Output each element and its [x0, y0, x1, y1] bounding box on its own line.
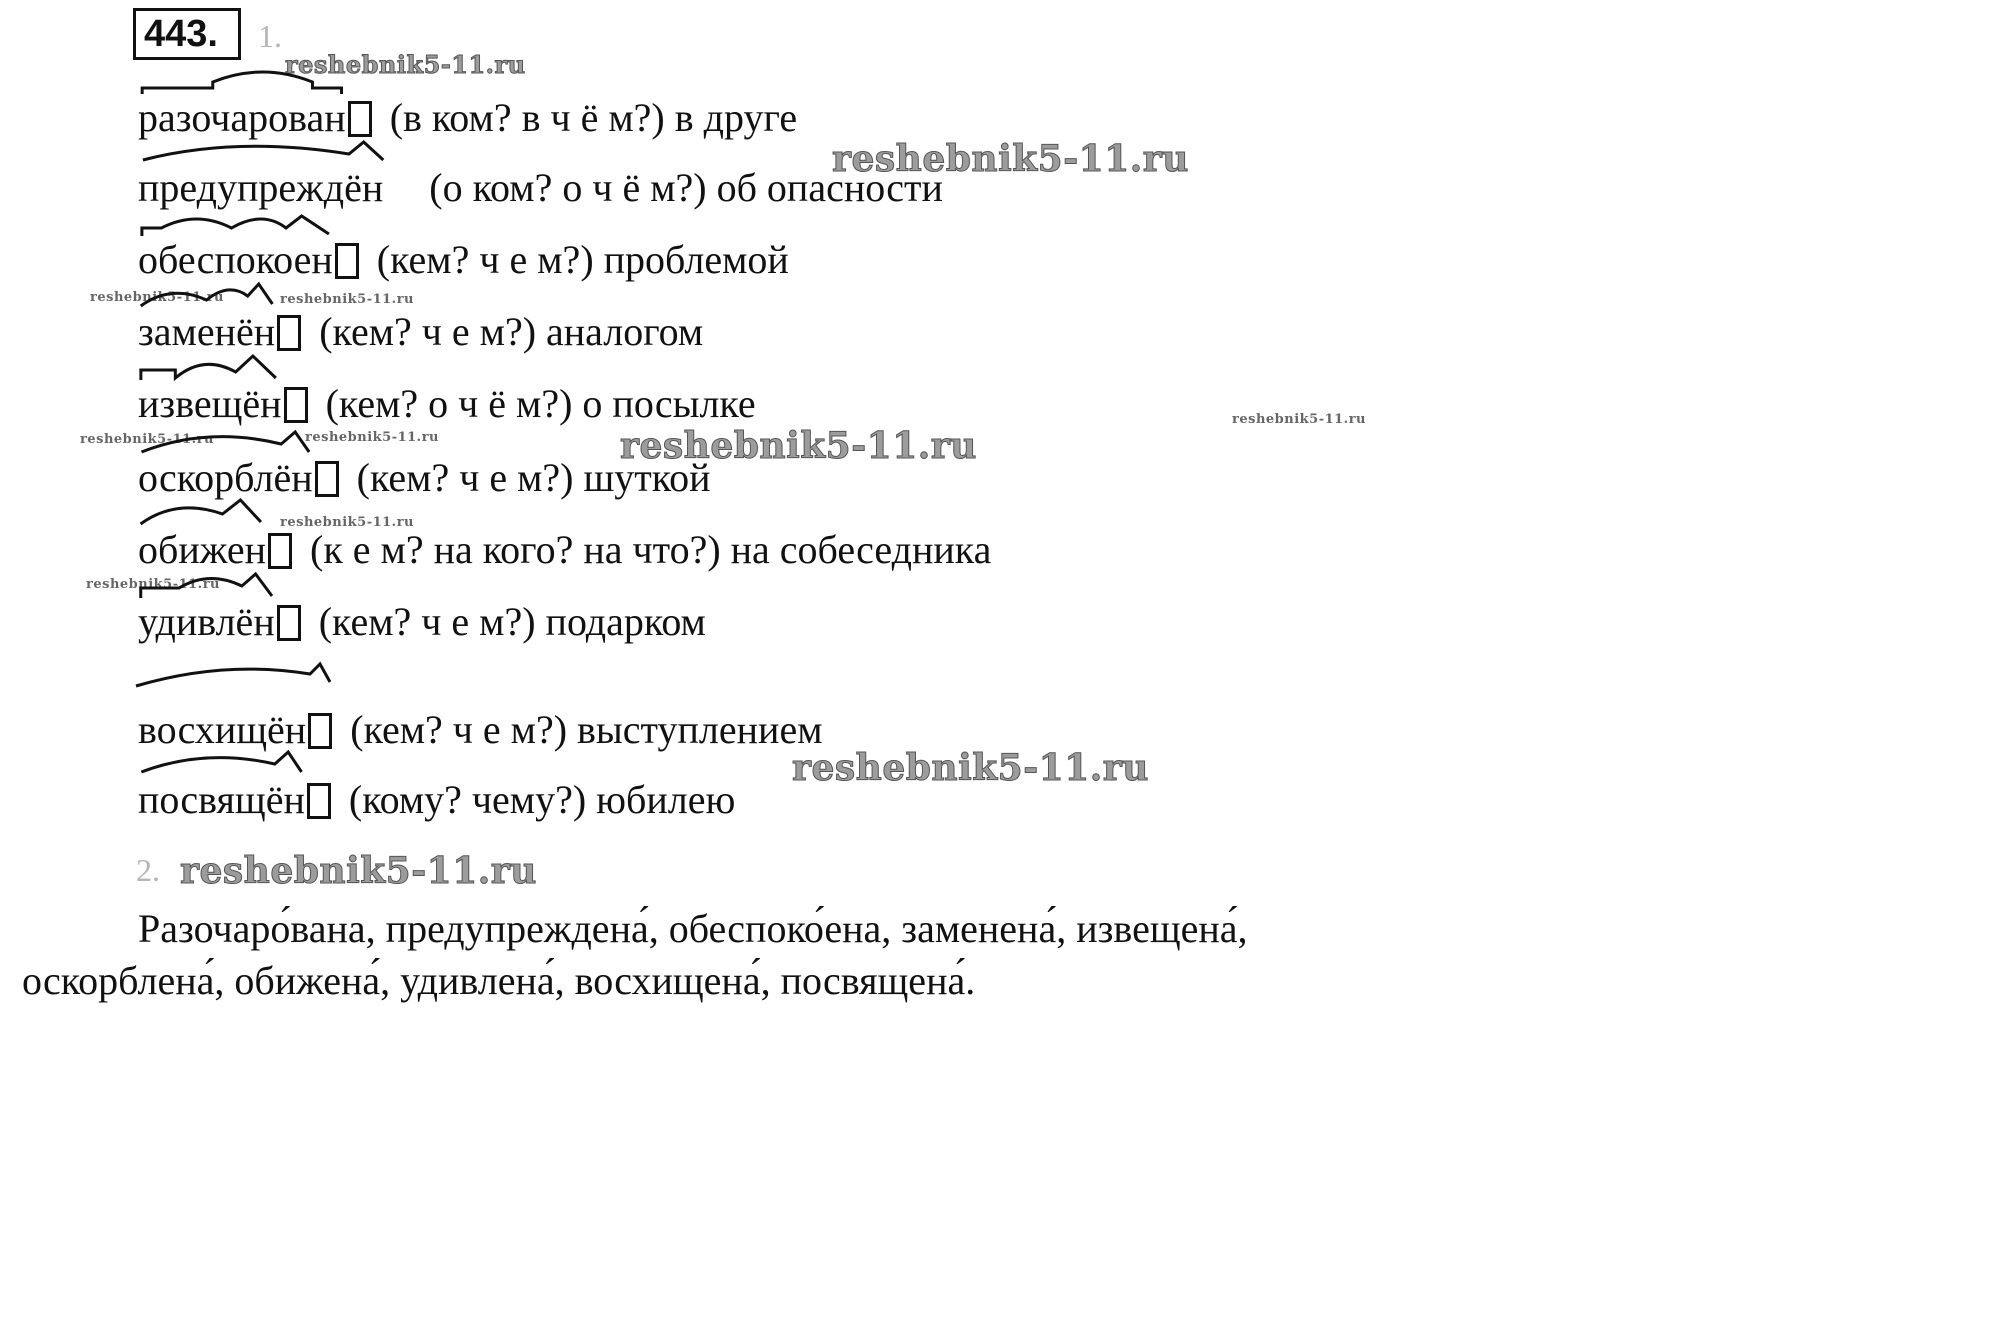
answer-line-2: оскорблена́, обижена́, удивлена́, восхищена́, посвящена́. [22, 958, 976, 1003]
participle-word: извещён [138, 378, 282, 430]
ending-box [277, 315, 301, 351]
ending-box [308, 713, 332, 749]
ending-box [268, 533, 292, 569]
participle-word: восхищён [138, 707, 307, 752]
participle-word: обижен [138, 524, 266, 576]
question-text: (кем? ч е м?) аналогом [319, 309, 704, 354]
watermark: reshebnik5-11.ru [180, 850, 537, 892]
participle-word: предупреждён [138, 162, 383, 214]
question-text: (кем? о ч ё м?) о посылке [325, 381, 756, 426]
suffix-mark-icon [138, 566, 275, 600]
ending-box [307, 783, 331, 819]
participle-word: удивлён [138, 596, 275, 648]
suffix-mark-icon [138, 744, 305, 778]
question-text: (в ком? в ч ё м?) в друге [389, 95, 798, 140]
watermark: reshebnik5-11.ru [86, 577, 221, 592]
question-text: (кем? ч е м?) проблемой [376, 237, 789, 282]
question-text: (кем? ч е м?) выступлением [350, 707, 823, 752]
watermark: reshebnik5-11.ru [80, 432, 215, 447]
watermark: reshebnik5-11.ru [792, 747, 1149, 789]
ending-box [277, 605, 301, 641]
ending-box [335, 243, 359, 279]
ending-box [284, 387, 308, 423]
question-text: (кем? ч е м?) подарком [318, 599, 706, 644]
watermark: reshebnik5-11.ru [832, 138, 1189, 180]
suffix-mark-icon [138, 62, 346, 96]
question-text: (кому? чему?) юбилею [348, 777, 736, 822]
suffix-mark-icon [134, 660, 332, 690]
question-text: (кем? ч е м?) шуткой [356, 455, 711, 500]
participle-word: посвящён [138, 774, 305, 826]
suffix-mark-icon [138, 422, 313, 456]
answer-line-1: Разочаро́вана, предупреждена́, обеспоко́ена, заменена́, извещена́, [138, 906, 1248, 951]
part2-label: 2. [136, 852, 160, 888]
watermark: reshebnik5-11.ru [90, 290, 225, 305]
watermark: reshebnik5-11.ru [280, 292, 415, 307]
word-line [138, 596, 706, 648]
suffix-mark-icon [138, 132, 383, 166]
suffix-mark-icon [138, 494, 266, 528]
suffix-mark-icon [138, 204, 333, 238]
watermark: reshebnik5-11.ru [285, 50, 526, 79]
watermark: reshebnik5-11.ru [280, 515, 415, 530]
part1-label: 1. [258, 18, 282, 54]
watermark: reshebnik5-11.ru [305, 430, 440, 445]
participle-word: оскорблён [138, 452, 313, 504]
word-line [138, 774, 735, 826]
participle-word: разочарован [138, 92, 346, 144]
participle-word: обеспокоен [138, 234, 333, 286]
suffix-mark-icon [138, 276, 275, 310]
watermark: reshebnik5-11.ru [1232, 412, 1367, 427]
participle-word: заменён [138, 306, 275, 358]
watermark: reshebnik5-11.ru [620, 425, 977, 467]
question-text: (к е м? на кого? на что?) на собеседника [310, 527, 992, 572]
exercise-number: 443. [133, 8, 241, 60]
suffix-mark-icon [138, 348, 282, 382]
question-text: (о ком? о ч ё м?) об опасности [429, 165, 943, 210]
ending-box [315, 461, 339, 497]
